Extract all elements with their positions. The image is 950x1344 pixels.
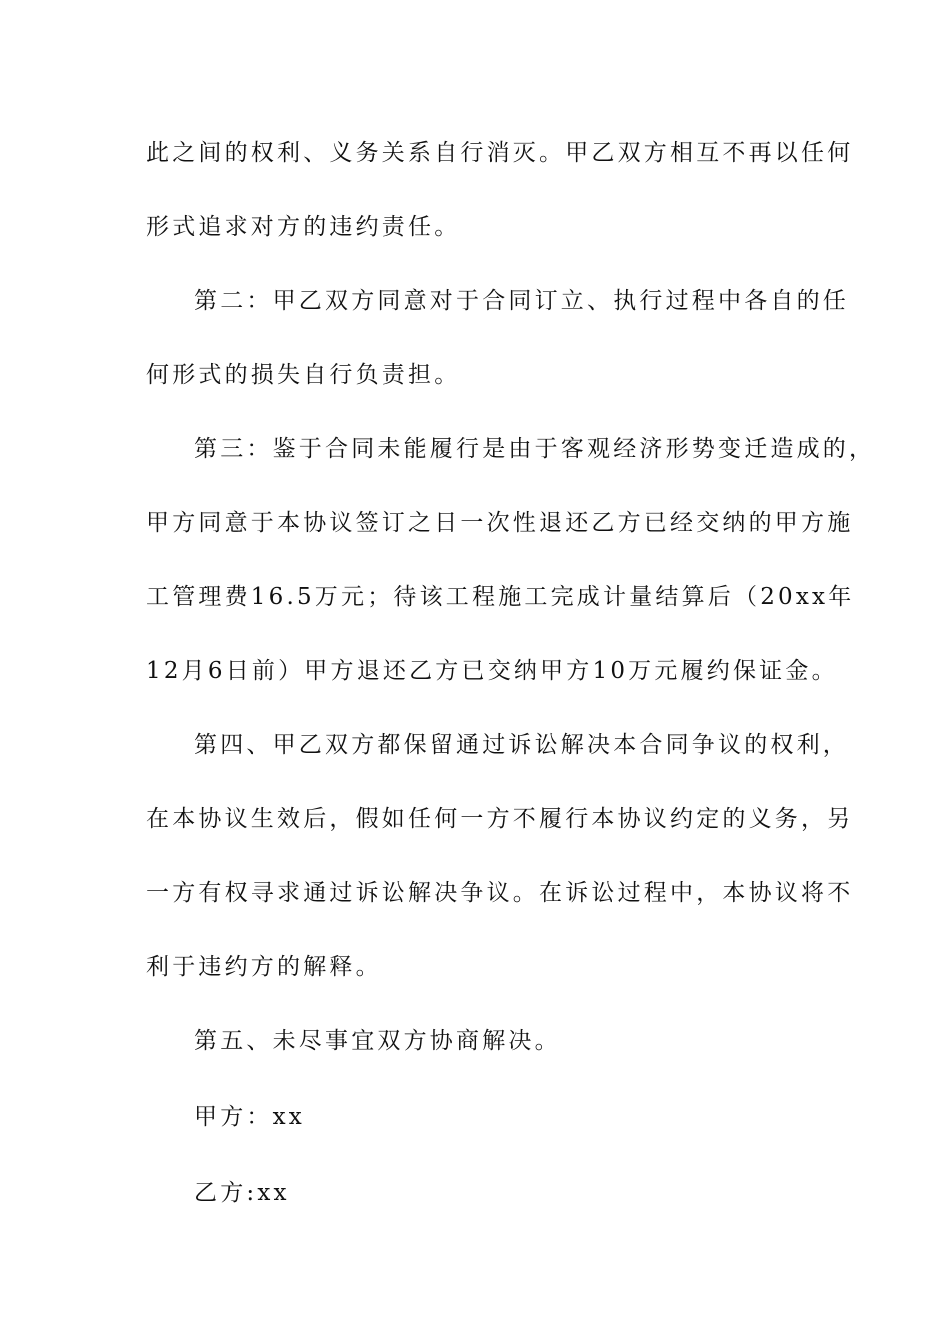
- clause-four-line: 在本协议生效后，假如任何一方不履行本协议约定的义务，另: [146, 806, 854, 832]
- party-b-signature: 乙方:xx: [194, 1180, 290, 1206]
- clause-three-line: 甲方同意于本协议签订之日一次性退还乙方已经交纳的甲方施: [146, 510, 854, 536]
- clause-four-line: 第四、甲乙双方都保留通过诉讼解决本合同争议的权利，: [194, 732, 849, 758]
- paragraph-line: 形式追求对方的违约责任。: [146, 214, 461, 240]
- clause-three-line: 12月6日前）甲方退还乙方已交纳甲方10万元履约保证金。: [146, 658, 838, 684]
- clause-five-line: 第五、未尽事宜双方协商解决。: [194, 1028, 561, 1054]
- clause-four-line: 一方有权寻求通过诉讼解决争议。在诉讼过程中，本协议将不: [146, 880, 854, 906]
- paragraph-line: 此之间的权利、义务关系自行消灭。甲乙双方相互不再以任何: [146, 140, 854, 166]
- clause-three-line: 第三：鉴于合同未能履行是由于客观经济形势变迁造成的，: [194, 436, 876, 462]
- clause-three-line: 工管理费16.5万元；待该工程施工完成计量结算后（20xx年: [146, 584, 855, 610]
- party-a-signature: 甲方：xx: [194, 1104, 305, 1130]
- clause-four-line: 利于违约方的解释。: [146, 954, 382, 980]
- clause-two-line: 第二：甲乙双方同意对于合同订立、执行过程中各自的任: [194, 288, 849, 314]
- clause-two-line: 何形式的损失自行负责担。: [146, 362, 461, 388]
